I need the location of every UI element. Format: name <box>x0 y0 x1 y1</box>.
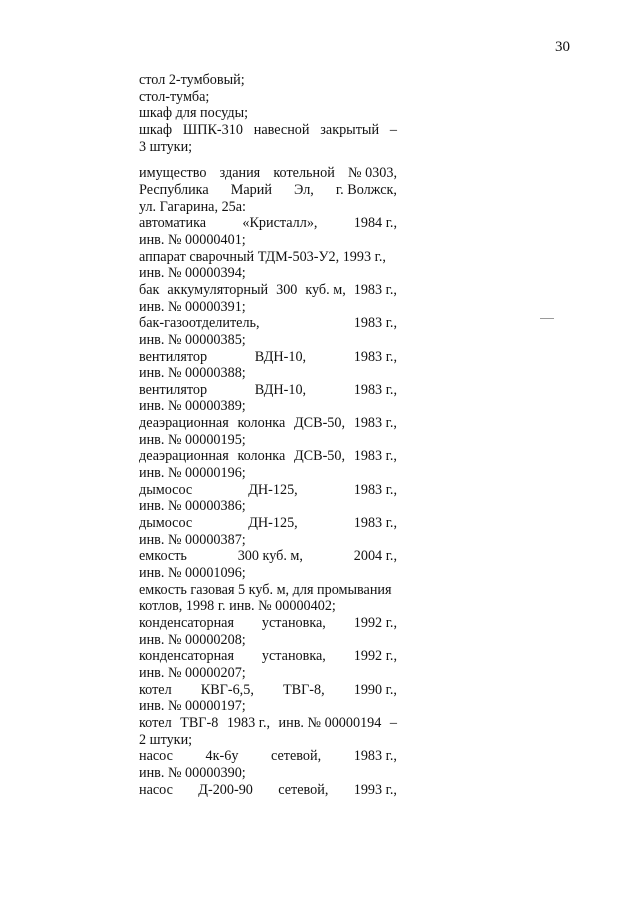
text-line <box>139 732 397 749</box>
text-block <box>139 165 397 798</box>
text-segment: инв. № 00000195; <box>139 431 246 448</box>
text-segment: 1983 г., <box>353 381 397 398</box>
text-segment: установка, <box>261 648 326 665</box>
text-segment: 1983 г., <box>353 748 397 765</box>
text-line <box>139 89 397 106</box>
text-segment: 1983 г., <box>353 448 397 465</box>
text-segment: 1983 г., <box>353 281 397 298</box>
text-line <box>139 165 397 182</box>
page-number: 30 <box>555 39 570 55</box>
text-segment: инв. № 00000196; <box>139 465 246 482</box>
text-segment: вентилятор <box>139 348 208 365</box>
text-segment: 2004 г., <box>353 548 397 565</box>
text-line <box>139 598 397 615</box>
text-segment: 1983 г., <box>353 415 397 432</box>
text-line <box>139 515 397 532</box>
text-line <box>139 582 397 599</box>
text-segment: стол 2-тумбовый; <box>139 72 245 88</box>
text-line <box>139 72 397 89</box>
text-segment: закрытый <box>320 121 380 138</box>
text-segment: шкаф <box>139 121 173 138</box>
text-segment: инв. № 00000197; <box>139 698 246 715</box>
text-segment: «Кристалл», <box>242 215 318 232</box>
text-segment: инв. № 00000391; <box>139 298 246 315</box>
text-segment: 4к-6у <box>205 748 239 765</box>
text-segment: инв. № 00000401; <box>139 231 246 248</box>
text-line <box>139 349 397 366</box>
text-segment: Республика <box>139 181 209 198</box>
text-segment: здания <box>219 165 261 182</box>
text-line <box>139 199 397 216</box>
text-segment: ШПК-310 <box>182 121 243 138</box>
text-line <box>139 365 397 382</box>
text-line <box>139 299 397 316</box>
text-segment: – <box>389 714 397 731</box>
text-segment: навесной <box>253 121 310 138</box>
text-segment: дымосос <box>139 481 193 498</box>
text-segment: 1992 г., <box>353 615 397 631</box>
text-segment: дымосос <box>139 515 193 532</box>
text-segment: Эл, <box>294 181 314 198</box>
text-segment: насос <box>139 781 173 798</box>
text-line <box>139 432 397 449</box>
text-segment: 1983 г., <box>226 714 271 731</box>
text-segment: аппарат сварочный ТДМ-503-У2, 1993 г., <box>139 248 386 265</box>
text-segment: куб. м, <box>305 281 346 298</box>
text-segment: ВДН-10, <box>254 381 307 398</box>
text-segment: установка, <box>261 615 326 631</box>
text-segment: котел <box>139 714 172 731</box>
text-line <box>139 265 397 282</box>
text-segment: бак-газоотделитель, <box>139 315 260 332</box>
text-segment: 1983 г., <box>353 315 397 332</box>
text-segment: 2 штуки; <box>139 731 193 748</box>
text-line <box>139 498 397 515</box>
text-segment: Марий <box>230 181 272 198</box>
text-segment: емкость <box>139 548 187 565</box>
text-line <box>139 532 397 549</box>
text-segment: 1990 г., <box>353 681 397 698</box>
text-line <box>139 748 397 765</box>
text-segment: – <box>389 121 397 138</box>
text-segment: инв. № 00000389; <box>139 398 246 415</box>
text-segment: ТВГ-8 <box>180 714 219 731</box>
text-segment: инв. № 00000386; <box>139 498 246 515</box>
text-line <box>139 565 397 582</box>
text-segment: г. Волжск, <box>335 181 397 198</box>
text-segment: 300 куб. м, <box>237 548 303 565</box>
text-line <box>139 315 397 332</box>
text-segment: инв. № 00000390; <box>139 764 246 781</box>
text-segment: колонка <box>237 448 286 465</box>
text-segment: ВДН-10, <box>254 348 307 365</box>
text-segment: 3 штуки; <box>139 138 193 155</box>
text-segment: 1983 г., <box>353 481 397 498</box>
document-body <box>139 72 397 798</box>
text-segment: 1993 г., <box>353 781 397 798</box>
text-line <box>139 698 397 715</box>
text-line <box>139 765 397 782</box>
text-line <box>139 448 397 465</box>
text-segment: инв. № 00000388; <box>139 365 246 382</box>
text-segment: ДН-125, <box>248 481 298 498</box>
text-line <box>139 465 397 482</box>
text-line <box>139 665 397 682</box>
text-segment: инв. № 00000194 <box>278 714 382 731</box>
text-segment: Д-200-90 <box>198 781 253 798</box>
text-line <box>139 415 397 432</box>
text-segment: 1983 г., <box>353 515 397 532</box>
text-segment: 1992 г., <box>353 648 397 665</box>
text-line <box>139 548 397 565</box>
text-segment: инв. № 00001096; <box>139 565 246 582</box>
text-segment: инв. № 00000208; <box>139 631 246 648</box>
text-segment: 300 <box>276 281 298 298</box>
text-segment: колонка <box>237 415 286 432</box>
text-line <box>139 232 397 249</box>
text-line <box>139 122 397 139</box>
text-line <box>139 648 397 665</box>
text-segment: котел <box>139 681 172 698</box>
text-segment: сетевой, <box>278 781 329 798</box>
text-segment: ДСВ-50, <box>293 415 346 432</box>
text-segment: конденсаторная <box>139 615 234 631</box>
text-segment: ТВГ-8, <box>282 681 325 698</box>
text-segment: стол-тумба; <box>139 88 210 105</box>
text-line <box>139 615 397 632</box>
text-segment: емкость газовая 5 куб. м, для промывания <box>139 581 392 598</box>
text-line <box>139 482 397 499</box>
text-line <box>139 682 397 699</box>
text-segment: инв. № 00000385; <box>139 331 246 348</box>
text-segment: КВГ-6,5, <box>200 681 254 698</box>
text-segment: аккумуляторный <box>167 281 269 298</box>
text-segment: шкаф для посуды; <box>139 105 249 122</box>
text-segment: ДН-125, <box>248 515 298 532</box>
text-line <box>139 249 397 266</box>
text-block <box>139 72 397 155</box>
text-segment: 1983 г., <box>353 348 397 365</box>
text-line <box>139 332 397 349</box>
text-segment: деаэрационная <box>139 448 229 465</box>
text-segment: сетевой, <box>271 748 322 765</box>
text-segment: конденсаторная <box>139 648 234 665</box>
text-line <box>139 105 397 122</box>
text-segment: 1984 г., <box>353 215 397 232</box>
text-segment: котлов, 1998 г. инв. № 00000402; <box>139 598 336 615</box>
text-segment: бак <box>139 281 160 298</box>
text-line <box>139 139 397 156</box>
text-segment: вентилятор <box>139 381 208 398</box>
text-line <box>139 398 397 415</box>
text-segment: автоматика <box>139 215 207 232</box>
text-segment: котельной <box>273 165 335 182</box>
text-segment: инв. № 00000207; <box>139 664 246 681</box>
text-line <box>139 215 397 232</box>
text-segment: № 0303, <box>347 165 397 182</box>
text-segment: ул. Гагарина, 25а: <box>139 198 247 215</box>
stray-mark <box>540 318 554 319</box>
text-line <box>139 782 397 799</box>
text-segment: деаэрационная <box>139 415 229 432</box>
text-line <box>139 632 397 649</box>
text-segment: инв. № 00000394; <box>139 265 246 282</box>
text-segment: ДСВ-50, <box>293 448 346 465</box>
text-segment: инв. № 00000387; <box>139 531 246 548</box>
text-segment: насос <box>139 748 173 765</box>
block-gap <box>139 155 397 165</box>
text-line <box>139 182 397 199</box>
text-line <box>139 282 397 299</box>
text-line <box>139 382 397 399</box>
text-segment: имущество <box>139 165 207 182</box>
text-line <box>139 715 397 732</box>
